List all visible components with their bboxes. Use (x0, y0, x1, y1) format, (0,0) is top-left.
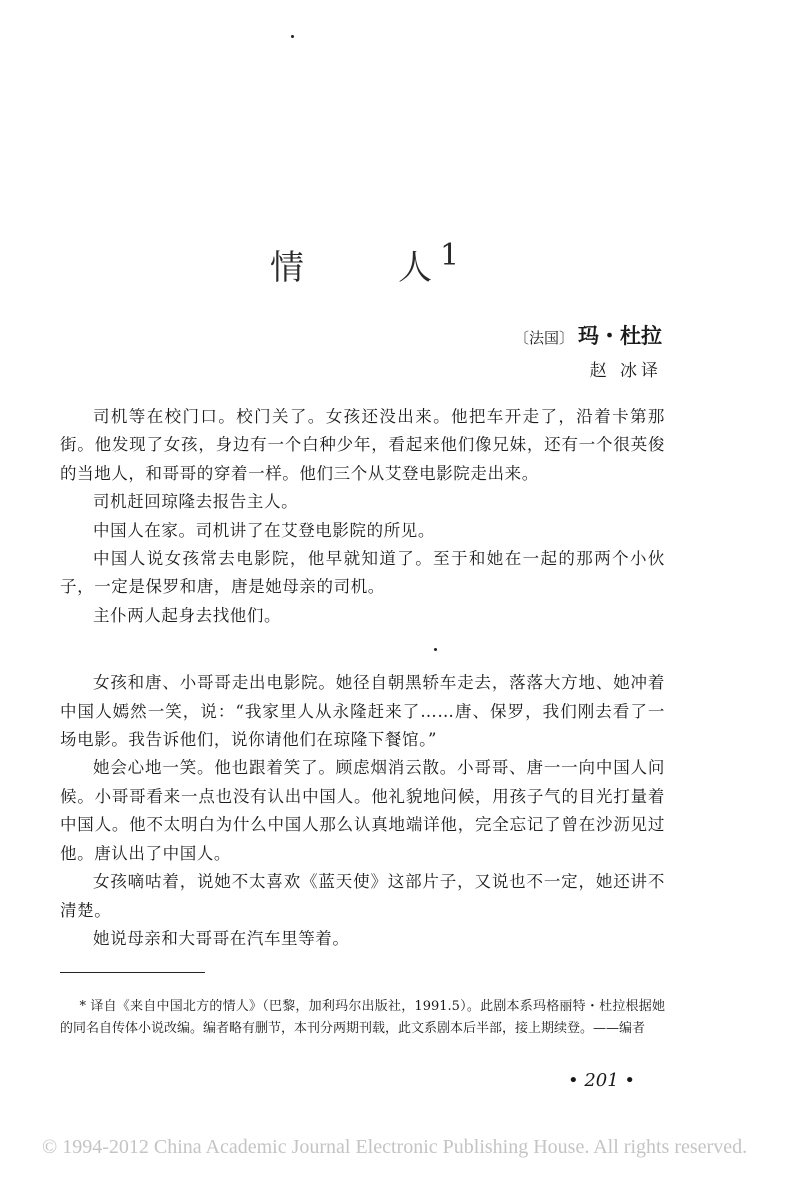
title-footnote-mark: 1 (440, 238, 460, 273)
copyright-watermark: © 1994-2012 China Academic Journal Electronic Publishing House. All rights reserved. (42, 1136, 748, 1158)
paragraph: 她说母亲和大哥哥在汽车里等着。 (93, 928, 350, 948)
paragraph: 司机等在校门口。校门关了。女孩还没出来。他把车开走了，沿着卡第那街。他发现了女孩，身边有一个白种少年，看起来他们像兄妹，还有一个很英俊的当地人，和哥哥的穿着一样。他们三个从艾登电影院走出来。 (60, 407, 665, 483)
translator-line: 赵 冰译 (589, 361, 662, 381)
footnote (60, 996, 665, 1040)
article-title (270, 240, 470, 290)
author-name: 玛・杜拉 (578, 323, 662, 348)
paragraph: 她会心地一笑。他也跟着笑了。顾虑烟消云散。小哥哥、唐一一向中国人问候。小哥哥看来一点也没有认出中国人。他礼貌地问候，用孩子气的目光打量着中国人。他不太明白为什么中国人那么认真地端详他，完全忘记了曾在沙沥见过他。唐认出了中国人。 (60, 758, 665, 863)
paragraph: 女孩嘀咕着，说她不太喜欢《蓝天使》这部片子，又说也不一定，她还讲不清楚。 (60, 872, 665, 920)
paragraph: 司机赶回琼隆去报告主人。 (93, 492, 299, 512)
author-country: 〔法国〕 (513, 329, 574, 347)
page-number: • 201 • (568, 1070, 636, 1091)
title-char-1: 情 (270, 248, 304, 288)
title-char-2: 人 (398, 248, 432, 288)
footnote-text: * 译自《来自中国北方的情人》（巴黎，加利玛尔出版社，1991.5）。此剧本系玛格丽特・杜拉根据她的同名自传体小说改编。编者略有删节，本刊分两期刊载，此文系剧本后半部，接上期续登。——编者 (60, 999, 665, 1036)
article-body (60, 403, 665, 953)
author-line (514, 320, 662, 350)
paragraph: 主仆两人起身去找他们。 (93, 605, 282, 625)
section-divider-dot (434, 648, 437, 651)
footnote-rule (60, 972, 205, 973)
paragraph: 女孩和唐、小哥哥走出电影院。她径自朝黑轿车走去，落落大方地、她冲着中国人嫣然一笑，说：“我家里人从永隆赶来了……唐、保罗，我们刚去看了一场电影。我告诉他们，说你请他们在琼隆下餐馆。” (60, 673, 665, 750)
paragraph: 中国人说女孩常去电影院，他早就知道了。至于和她在一起的那两个小伙子，一定是保罗和唐，唐是她母亲的司机。 (60, 549, 665, 597)
paragraph: 中国人在家。司机讲了在艾登电影院的所见。 (93, 520, 435, 540)
scan-speck-top (291, 35, 294, 38)
